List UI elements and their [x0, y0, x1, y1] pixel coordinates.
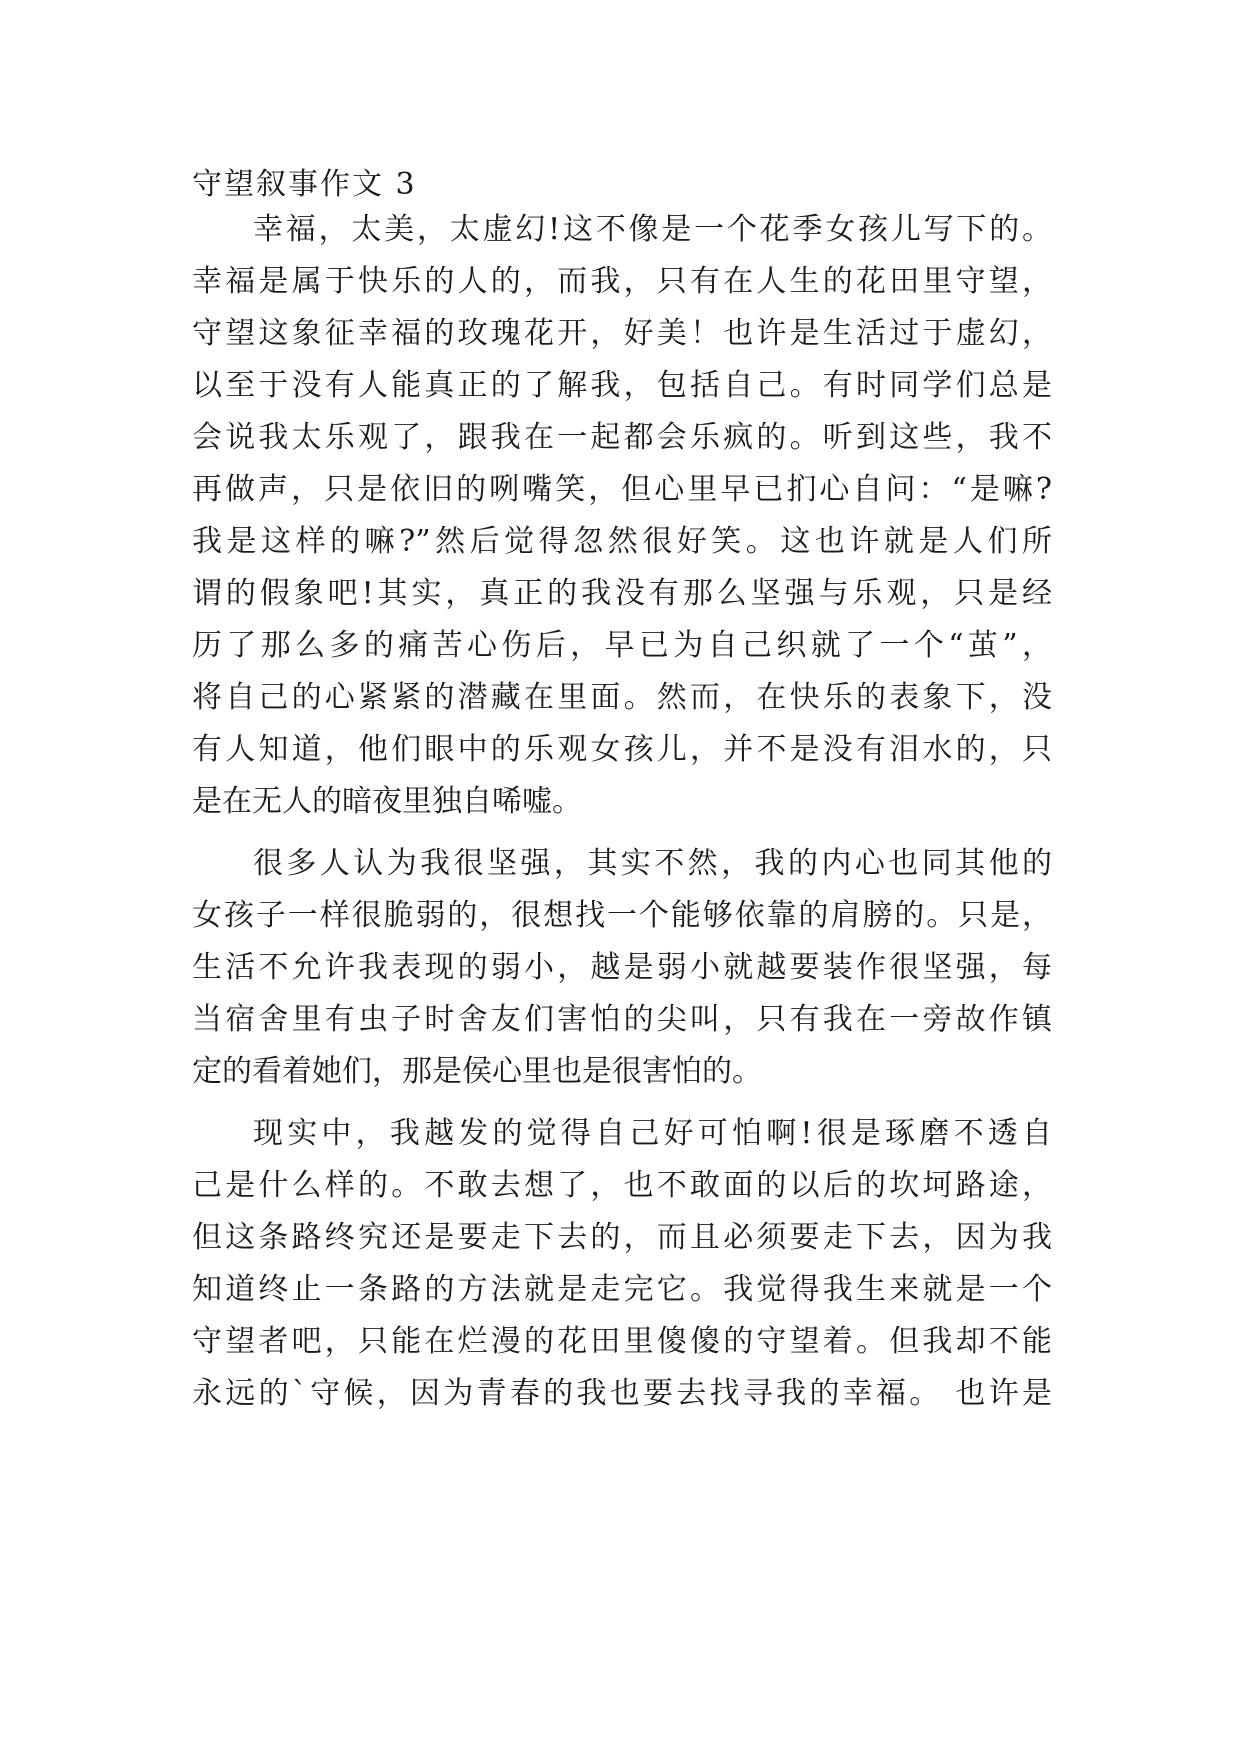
paragraph-1-line-9: 历了那么多的痛苦心伤后，早已为自己织就了一个“茧”，	[192, 628, 1052, 663]
paragraph-1-line-10: 将自己的心紧紧的潜藏在里面。然而，在快乐的表象下，没	[192, 680, 1052, 715]
paragraph-2-line-4: 当宿舍里有虫子时舍友们害怕的尖叫，只有我在一旁故作镇	[192, 1002, 1052, 1037]
paragraph-3-line-5: 守望者吧，只能在烂漫的花田里傻傻的守望着。但我却不能	[192, 1324, 1052, 1359]
paragraph-1-line-11: 有人知道，他们眼中的乐观女孩儿，并不是没有泪水的，只	[192, 732, 1052, 767]
document-title: 守望叙事作文 3	[192, 167, 417, 202]
paragraph-1-line-8: 谓的假象吧!其实，真正的我没有那么坚强与乐观，只是经	[192, 576, 1052, 611]
paragraph-3-line-6: 永远的`守候，因为青春的我也要去找寻我的幸福。 也许是	[192, 1376, 1052, 1411]
paragraph-1-line-7: 我是这样的嘛?”然后觉得忽然很好笑。这也许就是人们所	[192, 524, 1052, 559]
paragraph-2-line-5: 定的看着她们，那是侯心里也是很害怕的。	[192, 1054, 762, 1089]
paragraph-1-line-2: 幸福是属于快乐的人的，而我，只有在人生的花田里守望，	[192, 264, 1052, 299]
paragraph-2-line-2: 女孩子一样很脆弱的，很想找一个能够依靠的肩膀的。只是，	[192, 898, 1052, 933]
paragraph-1-line-1: 幸福，太美，太虚幻!这不像是一个花季女孩儿写下的。	[253, 212, 1052, 247]
paragraph-2-line-3: 生活不允许我表现的弱小，越是弱小就越要装作很坚强，每	[192, 950, 1052, 985]
paragraph-1-line-3: 守望这象征幸福的玫瑰花开，好美！也许是生活过于虚幻，	[192, 316, 1052, 351]
paragraph-3-line-3: 但这条路终究还是要走下去的，而且必须要走下去，因为我	[192, 1220, 1052, 1255]
paragraph-1-line-5: 会说我太乐观了，跟我在一起都会乐疯的。听到这些，我不	[192, 420, 1052, 455]
paragraph-2-line-1: 很多人认为我很坚强，其实不然，我的内心也同其他的	[253, 846, 1052, 881]
paragraph-3-line-1: 现实中，我越发的觉得自己好可怕啊!很是琢磨不透自	[253, 1116, 1052, 1151]
paragraph-1-line-12: 是在无人的暗夜里独自唏嘘。	[192, 784, 582, 819]
paragraph-3-line-4: 知道终止一条路的方法就是走完它。我觉得我生来就是一个	[192, 1272, 1052, 1307]
paragraph-1-line-4: 以至于没有人能真正的了解我，包括自己。有时同学们总是	[192, 368, 1052, 403]
paragraph-1-line-6: 再做声，只是依旧的咧嘴笑，但心里早已扪心自问：“是嘛?	[192, 472, 1052, 507]
paragraph-3-line-2: 己是什么样的。不敢去想了，也不敢面的以后的坎坷路途，	[192, 1168, 1052, 1203]
